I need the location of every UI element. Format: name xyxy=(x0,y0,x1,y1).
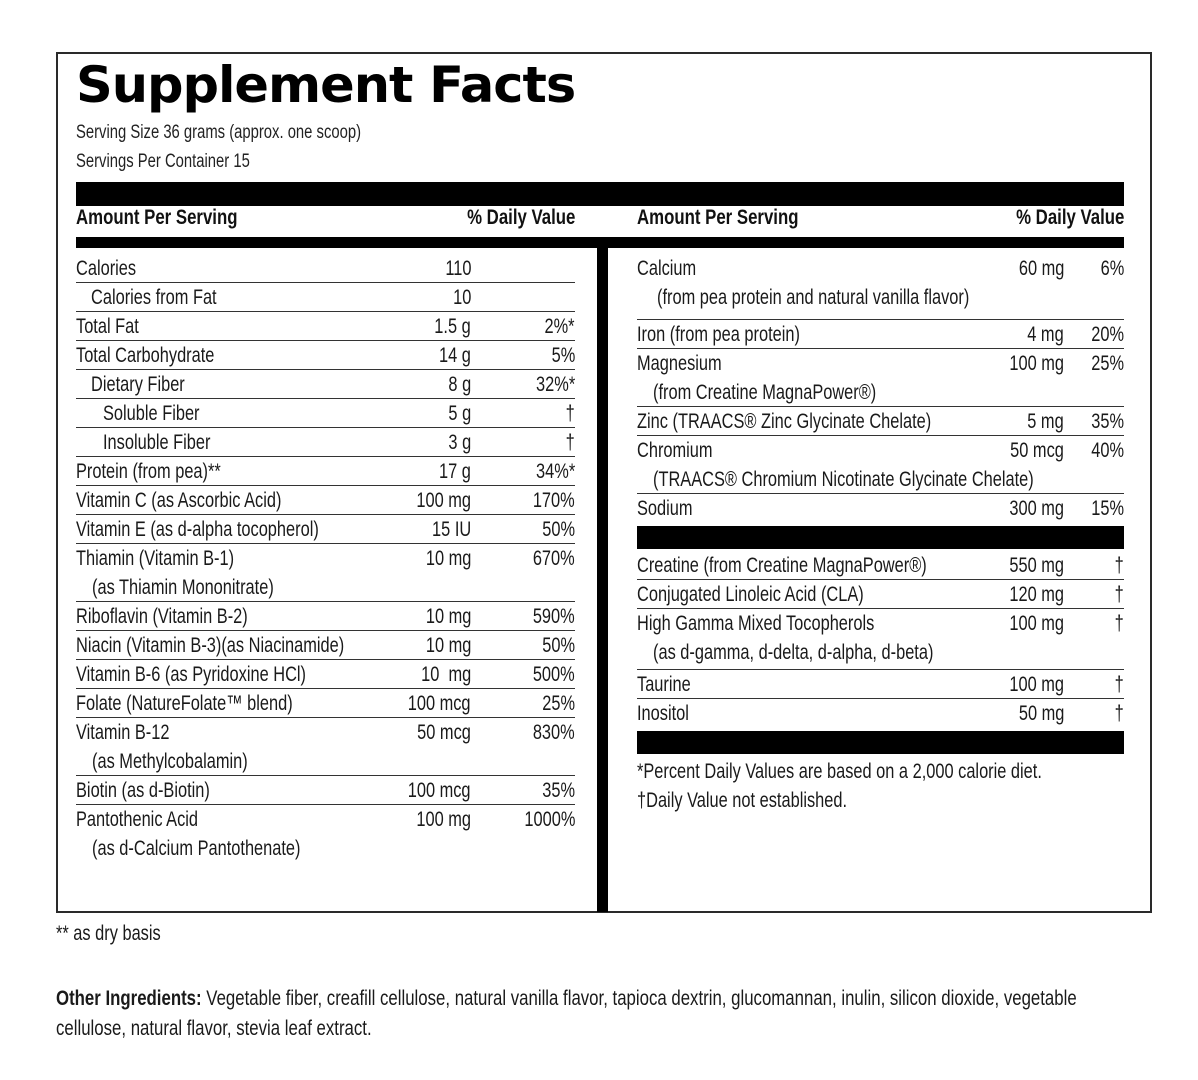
right-header-daily-value: % Daily Value xyxy=(1015,206,1124,229)
nutrient-row-chromium: Chromium (TRAACS® Chromium Nicotinate Glycinate Chelate) 50 mcg 40% xyxy=(637,436,1124,494)
serving-size: Serving Size 36 grams (approx. one scoop) xyxy=(76,122,362,143)
nutrient-row-magnesium: Magnesium (from Creatine MagnaPower®) 100 mg 25% xyxy=(637,349,1124,407)
left-nutrient-list xyxy=(76,254,575,863)
right-other-list xyxy=(637,551,1124,728)
nutrient-row-total-carbohydrate: Total Carbohydrate 14 g 5% xyxy=(76,341,575,370)
nutrient-row-vitamin-c: Vitamin C (as Ascorbic Acid) 100 mg 170% xyxy=(76,486,575,515)
nutrient-row-calcium: Calcium (from pea protein and natural vanilla flavor) 60 mg 6% xyxy=(637,254,1124,320)
nutrient-row-dietary-fiber: Dietary Fiber 8 g 32%* xyxy=(76,370,575,399)
panel-title: Supplement Facts xyxy=(76,56,576,114)
nutrient-row-vitamin-b6: Vitamin B-6 (as Pyridoxine HCl) 10 mg 500% xyxy=(76,660,575,689)
nutrient-row-niacin: Niacin (Vitamin B-3)(as Niacinamide) 10 mg 50% xyxy=(76,631,575,660)
right-header-amount: Amount Per Serving xyxy=(637,206,799,229)
nutrient-row-pantothenic-acid: Pantothenic Acid (as d-Calcium Pantothenate) 100 mg 1000% xyxy=(76,808,575,860)
nutrient-row-thiamin: Thiamin (Vitamin B-1) (as Thiamin Mononitrate) 10 mg 670% xyxy=(76,544,575,602)
thick-divider-right-bottom xyxy=(637,731,1124,754)
nutrient-row-insoluble-fiber: Insoluble Fiber 3 g † xyxy=(76,428,575,457)
nutrient-row-iron: Iron (from pea protein) 4 mg 20% xyxy=(637,320,1124,349)
footnote-percent-daily-value: *Percent Daily Values are based on a 2,000 calorie diet. xyxy=(637,760,1042,783)
left-header-amount: Amount Per Serving xyxy=(76,206,238,229)
nutrient-row-taurine: Taurine 100 mg † xyxy=(637,670,1124,699)
footnote-dagger: †Daily Value not established. xyxy=(637,789,848,812)
nutrient-row-zinc: Zinc (TRAACS® Zinc Glycinate Chelate) 5 mg 35% xyxy=(637,407,1124,436)
other-ingredients xyxy=(56,984,1096,1044)
footnote-dry-basis: ** as dry basis xyxy=(56,922,161,945)
nutrient-row-vitamin-e: Vitamin E (as d-alpha tocopherol) 15 IU 50% xyxy=(76,515,575,544)
nutrient-row-soluble-fiber: Soluble Fiber 5 g † xyxy=(76,399,575,428)
nutrient-row-calories-from-fat: Calories from Fat 10 xyxy=(76,283,575,312)
nutrient-row-folate: Folate (NatureFolate™ blend) 100 mcg 25% xyxy=(76,689,575,718)
column-divider xyxy=(597,246,608,912)
servings-per-container: Servings Per Container 15 xyxy=(76,151,250,172)
nutrient-row-creatine: Creatine (from Creatine MagnaPower®) 550 mg † xyxy=(637,551,1124,580)
nutrient-row-calories: Calories 110 xyxy=(76,254,575,283)
nutrient-row-vitamin-b12: Vitamin B-12 (as Methylcobalamin) 50 mcg 830% xyxy=(76,718,575,776)
nutrient-row-sodium: Sodium 300 mg 15% xyxy=(637,497,1124,520)
thick-divider-right-mid xyxy=(637,526,1124,549)
nutrient-row-inositol: Inositol 50 mg † xyxy=(637,702,1124,725)
thick-divider-top xyxy=(76,182,1124,206)
nutrient-row-biotin: Biotin (as d-Biotin) 100 mcg 35% xyxy=(76,776,575,805)
nutrient-row-total-fat: Total Fat 1.5 g 2%* xyxy=(76,312,575,341)
left-header-daily-value: % Daily Value xyxy=(466,206,575,229)
other-ingredients-label: Other Ingredients: xyxy=(56,987,202,1010)
other-ingredients-text: Vegetable fiber, creafill cellulose, natural vanilla flavor, tapioca dextrin, glucomannan, inulin, silicon dioxide, vegetable cellulose, natural flavor, stevia leaf extract. xyxy=(56,987,1077,1040)
nutrient-row-protein: Protein (from pea)** 17 g 34%* xyxy=(76,457,575,486)
right-mineral-list xyxy=(637,254,1124,523)
nutrient-row-cla: Conjugated Linoleic Acid (CLA) 120 mg † xyxy=(637,580,1124,609)
nutrient-row-riboflavin: Riboflavin (Vitamin B-2) 10 mg 590% xyxy=(76,602,575,631)
nutrient-row-tocopherols: High Gamma Mixed Tocopherols (as d-gamma, d-delta, d-alpha, d-beta) 100 mg † xyxy=(637,609,1124,670)
